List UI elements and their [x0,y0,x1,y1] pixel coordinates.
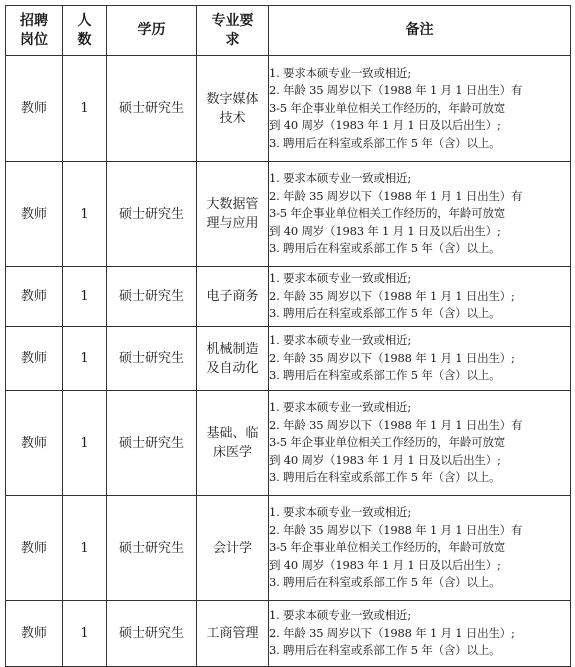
remark-line: 1. 要求本硕专业一致或相近; [269,608,412,623]
major-line: 机械制造 [206,341,259,357]
header-major: 专业要 求 [197,6,269,56]
cell-major [197,56,269,162]
cell-major [197,162,269,267]
cell-education: 硕士研究生 [107,267,197,327]
cell-count: 1 [63,601,107,667]
table-row [6,162,571,267]
remark-line: 1. 要求本硕专业一致或相近; [269,65,412,80]
remark-line: 1. 要求本硕专业一致或相近; [269,171,412,186]
table-row [6,496,571,601]
major-line: 床医学 [212,445,252,460]
major-line: 会计学 [212,540,252,556]
remark-line: 3. 聘用后在科室或系部工作 5 年（含）以上。 [269,135,501,150]
major-line: 工商管理 [206,626,259,641]
remark-line: 2. 年龄 35 周岁以下（1988 年 1 月 1 日出生）; [269,350,515,365]
remark-line: 3-5 年企事业单位相关工作经历的，年龄可放宽 [269,540,506,555]
cell-major [197,496,269,601]
cell-position: 教师 [6,601,63,667]
cell-remark [269,496,571,601]
remark-line: 3. 聘用后在科室或系部工作 5 年（含）以上。 [269,643,501,658]
cell-remark [269,601,571,667]
remark-line: 3-5 年企事业单位相关工作经历的，年龄可放宽 [269,100,506,115]
major-line: 基础、临 [206,426,259,441]
remark-line: 1. 要求本硕专业一致或相近; [269,271,412,286]
cell-count: 1 [63,56,107,162]
header-count: 人 数 [63,6,107,56]
table-row [6,56,571,162]
cell-major [197,267,269,327]
cell-education: 硕士研究生 [107,162,197,267]
table-row [6,327,571,391]
remark-line: 2. 年龄 35 周岁以下（1988 年 1 月 1 日出生）有 [269,83,523,98]
remark-line: 2. 年龄 35 周岁以下（1988 年 1 月 1 日出生）; [269,288,515,303]
cell-remark [269,56,571,162]
header-remark: 备注 [269,6,571,56]
cell-remark [269,391,571,496]
major-line: 理与应用 [206,216,259,231]
remark-line: 到 40 周岁（1983 年 1 月 1 日及以后出生）; [269,557,501,572]
cell-remark [269,327,571,391]
remark-line: 2. 年龄 35 周岁以下（1988 年 1 月 1 日出生）有 [269,188,523,203]
cell-education: 硕士研究生 [107,391,197,496]
cell-count: 1 [63,267,107,327]
major-line: 大数据管 [206,197,259,212]
remark-line: 1. 要求本硕专业一致或相近; [269,333,412,348]
cell-education: 硕士研究生 [107,327,197,391]
cell-remark [269,162,571,267]
cell-position: 教师 [6,327,63,391]
remark-line: 3. 聘用后在科室或系部工作 5 年（含）以上。 [269,575,501,590]
cell-count: 1 [63,496,107,601]
cell-position: 教师 [6,496,63,601]
remark-line: 到 40 周岁（1983 年 1 月 1 日及以后出生）; [269,223,501,238]
cell-major [197,601,269,667]
remark-line: 3. 聘用后在科室或系部工作 5 年（含）以上。 [269,368,501,383]
remark-line: 3. 聘用后在科室或系部工作 5 年（含）以上。 [269,306,501,321]
cell-count: 1 [63,391,107,496]
cell-position: 教师 [6,162,63,267]
cell-count: 1 [63,162,107,267]
remark-line: 2. 年龄 35 周岁以下（1988 年 1 月 1 日出生）; [269,625,515,640]
cell-count: 1 [63,327,107,391]
header-education: 学历 [107,6,197,56]
remark-line: 3. 聘用后在科室或系部工作 5 年（含）以上。 [269,470,501,485]
table-row [6,601,571,667]
cell-education: 硕士研究生 [107,496,197,601]
header-position: 招聘 岗位 [6,6,63,56]
remark-line: 3-5 年企事业单位相关工作经历的，年龄可放宽 [269,435,506,450]
major-line: 电子商务 [206,289,259,304]
cell-major [197,327,269,391]
recruitment-table [5,5,571,667]
table-row [6,267,571,327]
remark-line: 2. 年龄 35 周岁以下（1988 年 1 月 1 日出生）有 [269,417,523,432]
header-row [6,6,571,56]
remark-line: 1. 要求本硕专业一致或相近; [269,505,412,520]
cell-education: 硕士研究生 [107,601,197,667]
remark-line: 2. 年龄 35 周岁以下（1988 年 1 月 1 日出生）有 [269,522,523,537]
remark-line: 到 40 周岁（1983 年 1 月 1 日及以后出生）; [269,118,501,133]
major-line: 技术 [219,110,246,126]
table-row [6,391,571,496]
cell-education: 硕士研究生 [107,56,197,162]
cell-major [197,391,269,496]
remark-line: 1. 要求本硕专业一致或相近; [269,400,412,415]
cell-position: 教师 [6,56,63,162]
remark-line: 3-5 年企事业单位相关工作经历的，年龄可放宽 [269,206,506,221]
major-line: 及自动化 [206,360,259,376]
cell-position: 教师 [6,267,63,327]
major-line: 数字媒体 [206,91,259,107]
cell-remark [269,267,571,327]
cell-position: 教师 [6,391,63,496]
table-body [6,56,571,667]
remark-line: 3. 聘用后在科室或系部工作 5 年（含）以上。 [269,241,501,256]
remark-line: 到 40 周岁（1983 年 1 月 1 日及以后出生）; [269,452,501,467]
